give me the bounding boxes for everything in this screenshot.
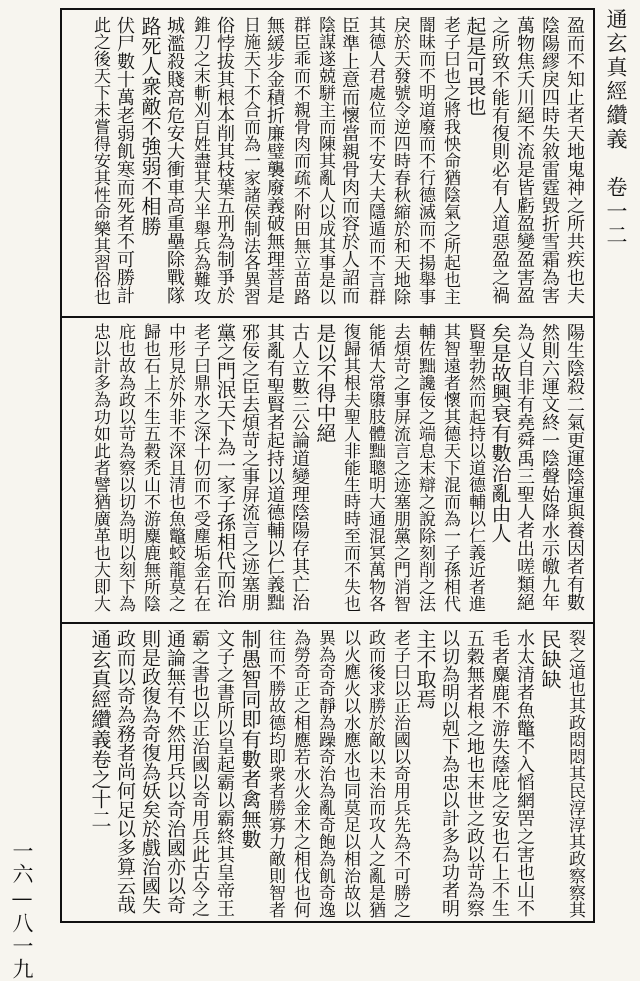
text-column: 是以不得中絕	[313, 323, 337, 443]
text-column: 闇昧而不明道廢而不行德滅而不揚舉事	[415, 16, 435, 305]
text-column: 陽生陰殺二氣更運陰運與養因者有數	[564, 323, 585, 611]
text-column: 日施天下不合而為一家諸侯制法各異習	[240, 16, 260, 305]
text-column: 伏尸數十萬老弱飢寒而死者不可勝計	[114, 16, 135, 304]
text-column: 錐刀之末斬刈百姓盡其大半舉兵為難攻	[190, 16, 210, 305]
register-middle	[62, 317, 593, 621]
text-frame	[60, 8, 595, 923]
text-column: 復歸其根夫聖人非能生時時至而不失也	[340, 323, 360, 612]
text-column: 路死人衆敵不強弱不相勝	[138, 16, 162, 236]
text-column: 臣準上意而懷當親骨肉而容於人詔而	[339, 16, 360, 304]
text-column: 陰陽繆戾四時失敘雷霆毀折雪霜為害	[539, 16, 560, 304]
text-column: 俗悖拔其根本削其枝葉五刑為制爭於	[214, 16, 235, 304]
text-column: 黨之門泯天下為一家子孫相代而治	[214, 323, 236, 608]
text-column: 主不取焉	[413, 629, 437, 709]
text-column: 無緩步金積折廉璧襲廢義破無理菩是	[264, 16, 285, 304]
text-column: 老子曰也之將我怏命猶陰氣之所起也主	[440, 16, 460, 305]
text-column: 盈而不知止者天地鬼神之所共疾也夫	[564, 16, 585, 304]
text-column: 輔佐黜讒佞之端息末辯之說除刻削之法	[415, 323, 435, 612]
text-column: 忠以計多為功如此者譬猶廣革也大即大	[90, 323, 110, 612]
text-column: 往而不勝故德均即衆者勝寡力敵則智者	[265, 629, 285, 918]
text-column: 以切為明以剋下為忠以計多為功者明	[439, 629, 460, 917]
right-margin	[600, 8, 634, 923]
text-column: 制愚智同即有數者禽無數	[238, 629, 262, 849]
text-column: 老子曰以正治國以奇用兵先為不可勝之	[390, 629, 410, 918]
text-column: 老子曰鼎水之深十仞而不受塵垢金石在	[190, 323, 210, 612]
register-bottom	[62, 623, 593, 923]
text-column: 去煩苛之事屏流言之迹塞朋黨之門消智	[390, 323, 410, 612]
text-column: 毛者麋鹿不游失蔭庇之安也石上不生	[489, 629, 510, 917]
text-column: 起是可畏也	[463, 16, 487, 116]
text-column: 之所致不能有復則必有人道惡盈之禍	[489, 16, 510, 304]
text-column: 五穀無者根之地也末世之政以苛為察	[464, 629, 485, 917]
text-column: 水太清者魚鼈不入慆網罟之害也山不	[514, 629, 535, 917]
text-column: 政而以奇為務者尚何足以多算云哉	[114, 629, 136, 914]
page-number: 一六—八一九	[10, 840, 34, 981]
text-column: 為勞奇正之相應若水火金木之相伐也何	[290, 629, 310, 918]
text-column: 通玄真經纘義卷之十二	[88, 629, 112, 829]
text-column: 古人立數三公論道變理陰陽存其亡治	[289, 323, 310, 611]
text-column: 以火應火以水應水也同莫足以相治故以	[340, 629, 360, 918]
text-column: 矣是故興衰有數治亂由人	[488, 323, 512, 543]
text-column: 城濫殺賤高危安大衝車高重壘除戰隊	[164, 16, 185, 304]
text-column: 庇也故為政以苛為察以切為明以刻下為	[115, 323, 135, 612]
left-margin	[6, 70, 40, 981]
text-column: 能循大常隳肢體黜聰明大通混冥萬物各	[365, 323, 385, 612]
text-column: 霸之書也以正治國以奇用兵此古今之	[189, 629, 210, 917]
text-column: 其亂有聖賢者起持以道德輔以仁義黜	[264, 323, 285, 611]
text-column: 政而後求勝於敵以未治而攻人之亂是猶	[365, 629, 385, 918]
text-column: 陰謀遂兢駢主而陳其亂人以成其事是以	[315, 16, 335, 305]
text-column: 文子之書所以皇起霸以霸終其皇帝王	[214, 629, 235, 917]
text-column: 賢聖勃然而起持以道德輔以仁義近者進	[465, 323, 485, 612]
text-column: 裂之道也其政悶悶其民淳淳其政察察其	[565, 629, 585, 918]
text-column: 異為奇奇靜為躁奇治為亂奇飽為飢奇逸	[315, 629, 335, 918]
text-column: 則是政復為奇復為妖矣於戲治國失	[139, 629, 161, 914]
text-column: 為乂自非有堯舜禹三聖人者出嗟類絕	[514, 323, 535, 611]
text-column: 萬物焦夭川絕不流是皆虧盈變盈害盈	[514, 16, 535, 304]
text-column: 此之後天下未嘗得安其性命樂其習俗也	[90, 16, 110, 305]
text-column: 戾於天發號令逆四時春秋縮於和天地除	[390, 16, 410, 305]
text-column: 邪佞之臣去煩苛之事屏流言之迹塞朋	[239, 323, 260, 611]
text-column: 歸也石上不生五穀禿山不游麋鹿無所陰	[140, 323, 160, 612]
text-column: 然則六運文終一陰聲始降水示皦九年	[539, 323, 560, 611]
text-column: 通論無有不然用兵以奇治國亦以奇	[164, 629, 186, 914]
register-top	[62, 10, 593, 314]
text-column: 中形見於外非不深且清也魚鼈蛟龍莫之	[165, 323, 185, 612]
text-column: 民缺缺	[538, 629, 562, 689]
book-title: 通玄真經纘義 卷一二	[604, 8, 628, 248]
text-column: 群臣乖而不親骨肉而疏不附田無立苗路	[290, 16, 310, 305]
text-column: 其智遠者懷其德天下混而為一子孫相代	[440, 323, 460, 612]
text-column: 其德人君處位而不安大夫隱遁而不言群	[365, 16, 385, 305]
